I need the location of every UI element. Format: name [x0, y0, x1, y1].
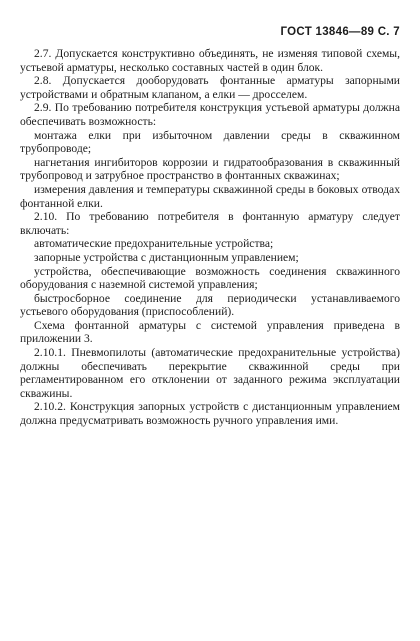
paragraph-2-9: 2.9. По требованию потребителя конструкция устьевой арматуры должна обеспечивать возможность:	[20, 101, 400, 128]
list-item-safety-devices: автоматические предохранительные устройства;	[34, 237, 274, 251]
paragraph-2-8: 2.8. Допускается дооборудовать фонтанные арматуры запорными устройствами и обратным клапаном, а елки — дросселем.	[20, 74, 400, 101]
body-text	[20, 47, 400, 428]
list-item-injection: нагнетания ингибиторов коррозии и гидратообразования в скважинный трубопровод и затрубное пространство в фонтанных скважинах;	[20, 155, 400, 183]
list-item-remote-valves: запорные устройства с дистанционным управлением;	[34, 250, 299, 264]
list-item-connection-devices: устройства, обеспечивающие возможность соединения скважинного оборудования с наземной системой управления;	[20, 264, 400, 292]
paragraph-2-7: 2.7. Допускается конструктивно объединять, не изменяя типовой схемы, устьевой арматуры, несколько составных частей в один блок.	[20, 47, 400, 74]
paragraph-2-10-1: 2.10.1. Пневмопилоты (автоматические предохранительные устройства) должны обеспечивать перекрытие скважинной среды при регламентированном его отклонении от заданного режима эксплуатации скважины.	[20, 346, 400, 400]
list-item-mounting: монтажа елки при избыточном давлении среды в скважинном трубопроводе;	[20, 128, 400, 156]
list-item-quick-connect: быстросборное соединение для периодически устанавливаемого устьевого оборудования (приспособлений).	[20, 291, 400, 319]
list-item-measurement: измерения давления и температуры скважинной среды в боковых отводах фонтанной елки.	[20, 182, 400, 210]
running-title: ГОСТ 13846—89 С. 7	[280, 26, 400, 38]
paragraph-2-10-2: 2.10.2. Конструкция запорных устройств с дистанционным управлением должна предусматривать возможность ручного управления ими.	[20, 400, 400, 428]
paragraph-control-scheme: Схема фонтанной арматуры с системой управления приведена в приложении 3.	[20, 318, 400, 346]
paragraph-2-10: 2.10. По требованию потребителя в фонтанную арматуру следует включать:	[20, 210, 400, 237]
